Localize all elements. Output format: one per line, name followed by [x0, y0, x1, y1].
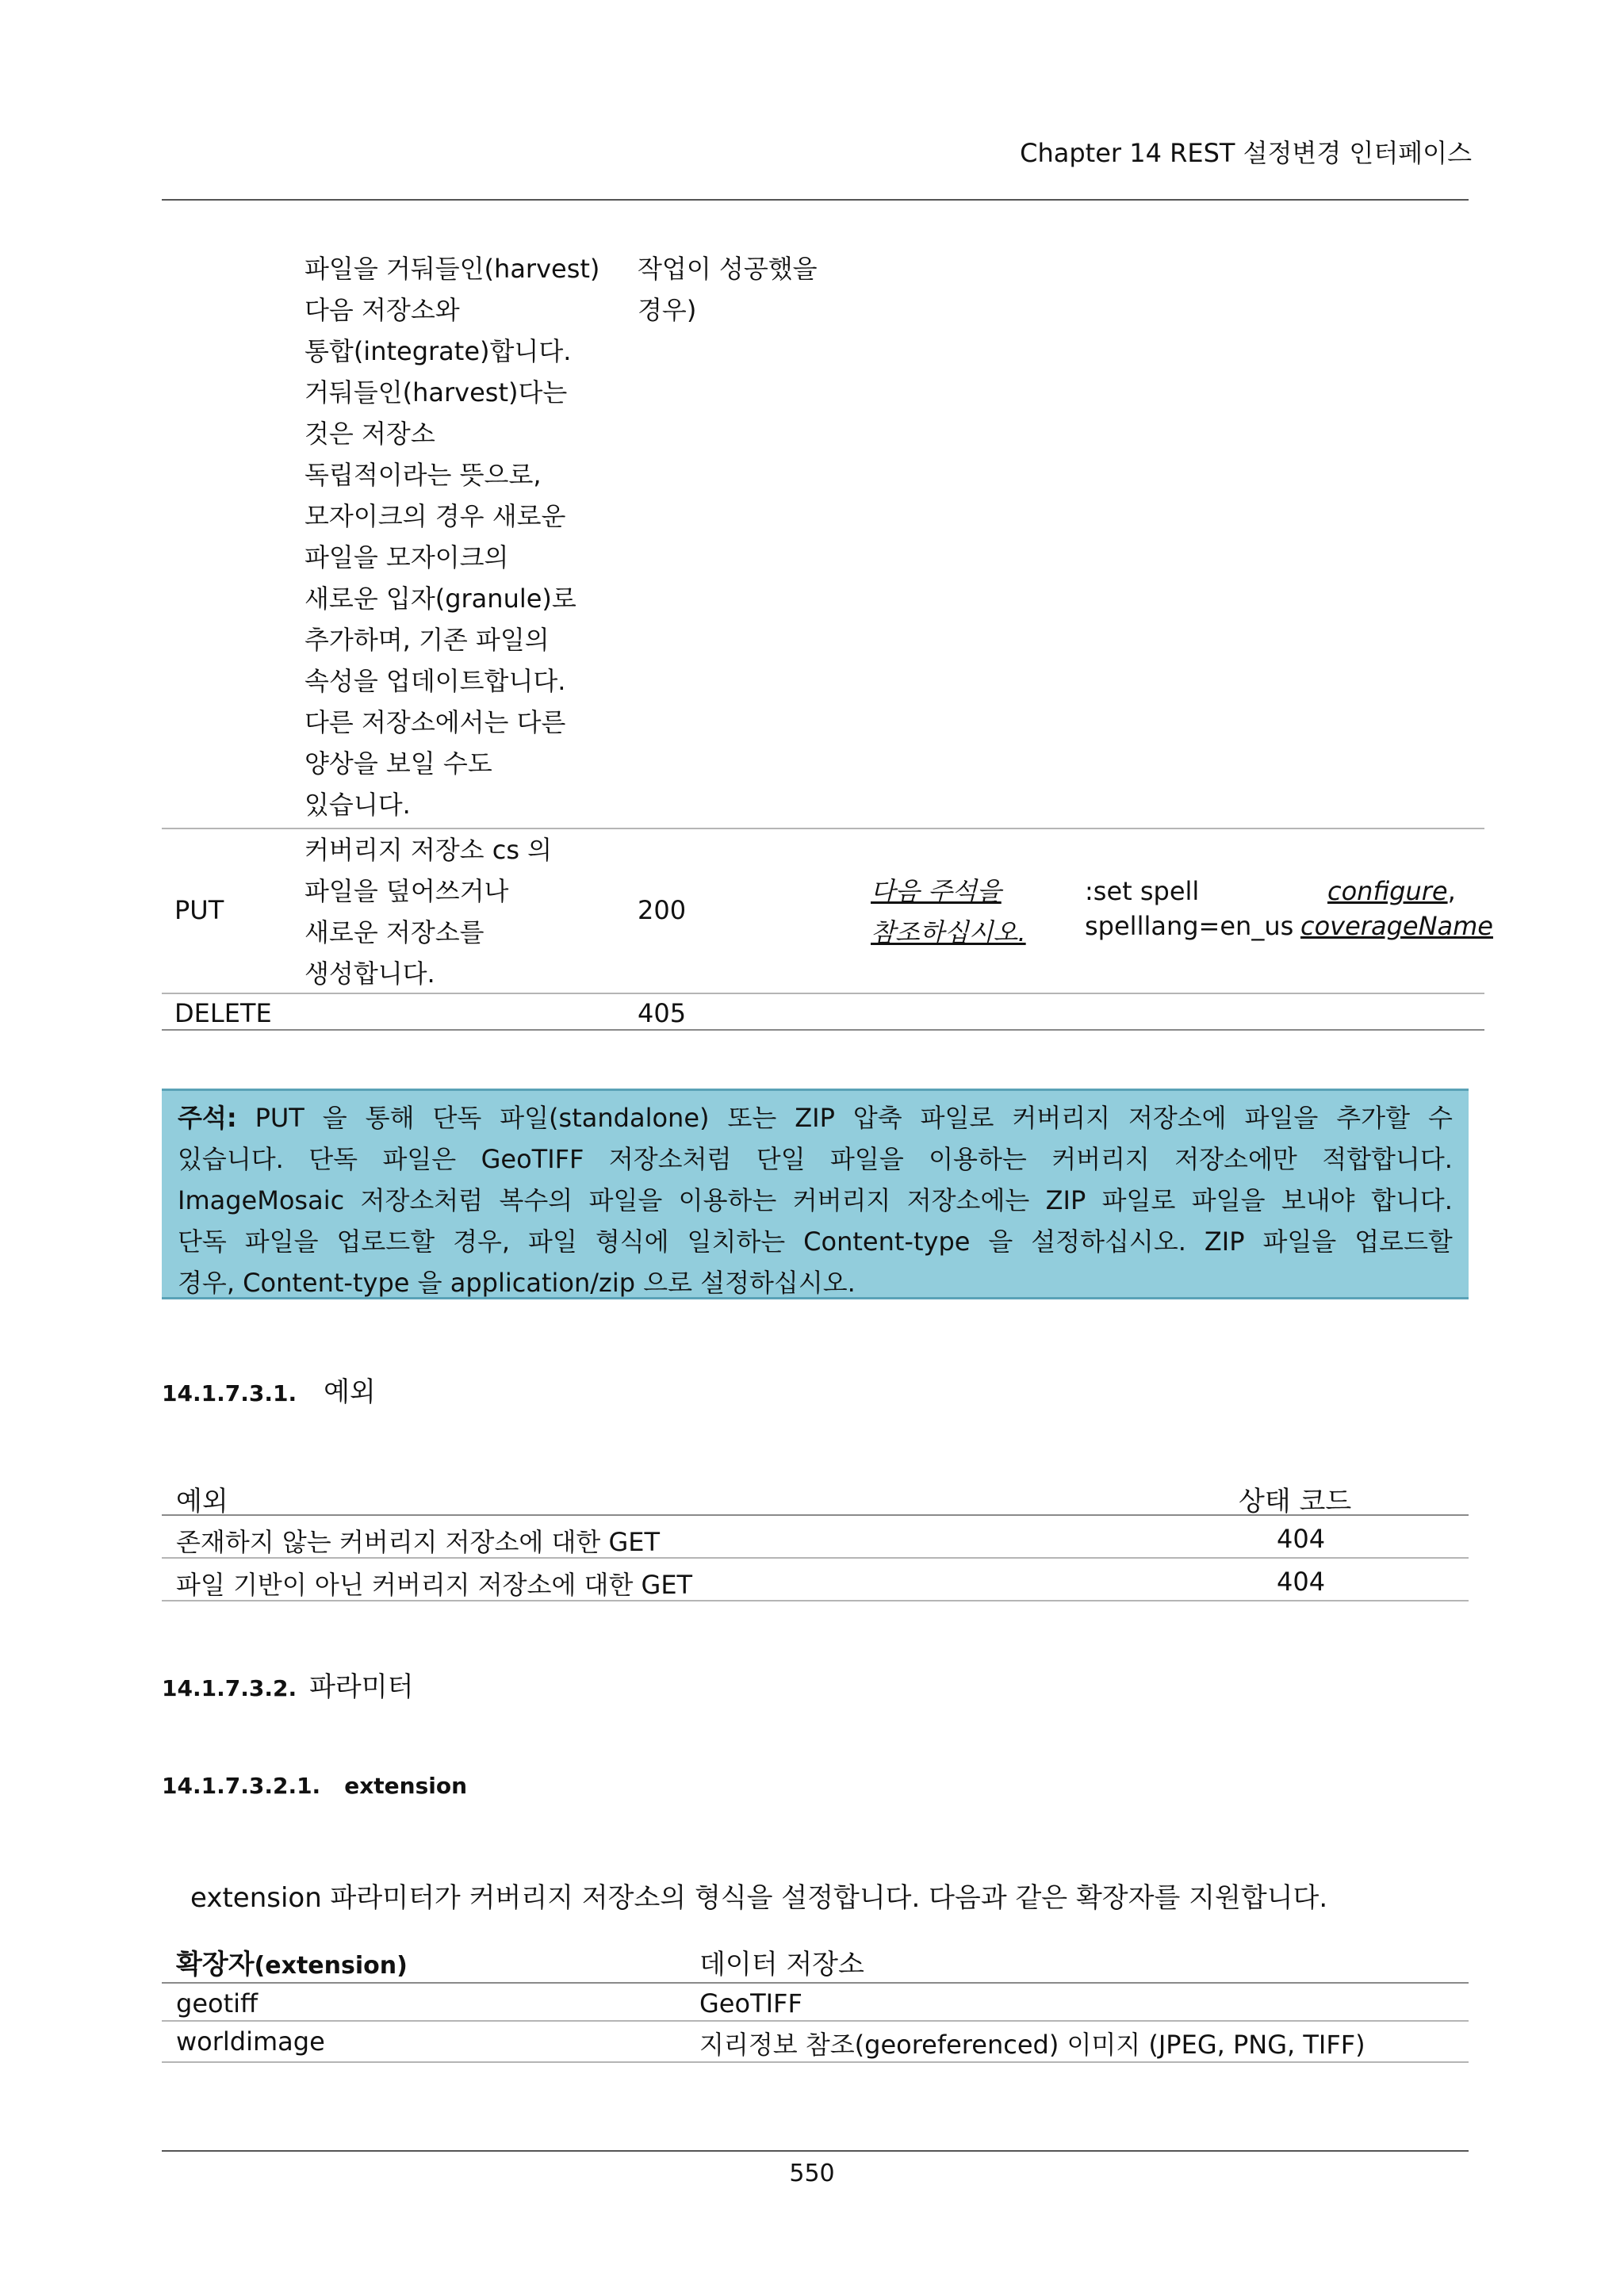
- table-cell-line: 모자이크의 경우 새로운: [304, 501, 566, 531]
- section-heading-extension: [162, 1773, 467, 1799]
- row-divider: [162, 993, 1484, 994]
- table-cell-line: 파일을 거둬들인(harvest): [304, 254, 600, 284]
- table-cell-line: 파일을 덮어쓰거나: [304, 876, 509, 906]
- note-line-1: 주석: PUT 을 통해 단독 파일(standalone) 또는 ZIP 압축 파일로 커버리지 저장소에 파일을 추가할 수: [178, 1097, 1453, 1138]
- table-cell-line: 다른 저장소에서는 다른: [304, 707, 566, 737]
- table-cell-line: 새로운 입자(granule)로: [304, 584, 576, 614]
- note-reference-link[interactable]: 다음 주석을: [871, 876, 1002, 906]
- table-cell-line: 커버리지 저장소 cs 의: [304, 835, 553, 865]
- table-cell: 파일 기반이 아닌 커버리지 저장소에 대한 GET: [176, 1570, 693, 1600]
- table-cell: 404: [1277, 1524, 1326, 1554]
- note-line-3: ImageMosaic 저장소처럼 복수의 파일을 이용하는 커버리지 저장소에는 ZIP 파일로 파일을 보내야 합니다.: [178, 1185, 1453, 1215]
- table-cell-line: 추가하며, 기존 파일의: [304, 625, 550, 655]
- row-divider: [162, 2061, 1469, 2063]
- table-cell-line: 생성합니다.: [304, 959, 435, 989]
- table-cell: geotiff: [176, 1988, 259, 2019]
- note-line-2: 있습니다. 단독 파일은 GeoTIFF 저장소처럼 단일 파일을 이용하는 커버리지 저장소에만 적합합니다.: [178, 1144, 1453, 1174]
- column-header: 상태 코드: [1239, 1486, 1352, 1517]
- status-code-cell: 405: [638, 998, 687, 1028]
- note-box: [162, 1089, 1469, 1299]
- table-cell-line: 독립적이라는 뜻으로,: [304, 460, 542, 490]
- extension-description: extension 파라미터가 커버리지 저장소의 형식을 설정합니다. 다음과 같은 확장자를 지원합니다.: [190, 1882, 1328, 1914]
- header-divider: [162, 199, 1469, 201]
- table-cell: 존재하지 않는 커버리지 저장소에 대한 GET: [176, 1527, 661, 1557]
- section-title: extension: [344, 1773, 467, 1799]
- table-cell-line: 양상을 보일 수도: [304, 748, 492, 779]
- footer-divider: [162, 2150, 1469, 2152]
- param-configure-link[interactable]: configure: [1327, 876, 1448, 906]
- table-cell: 404: [1277, 1567, 1326, 1597]
- column-header: 예외: [176, 1486, 228, 1517]
- method-cell: DELETE: [174, 998, 272, 1028]
- table-cell: GeoTIFF: [699, 1988, 802, 2019]
- header-divider-line: [162, 1514, 1469, 1516]
- table-cell-line: 있습니다.: [304, 790, 411, 820]
- row-divider: [162, 1600, 1469, 1601]
- table-bottom-border: [162, 1029, 1484, 1031]
- row-divider: [162, 2020, 1469, 2022]
- param-coveragename-link[interactable]: coverageName: [1300, 911, 1493, 941]
- table-cell-line: 새로운 저장소를: [304, 917, 485, 947]
- status-code-cell: 200: [638, 895, 687, 925]
- section-number: 14.1.7.3.2.1.: [162, 1773, 321, 1799]
- section-number: 14.1.7.3.2.: [162, 1675, 297, 1701]
- table-cell-line: :set spell: [1085, 876, 1200, 906]
- column-header: 확장자(extension): [176, 1949, 408, 1980]
- page-number: 550: [789, 2160, 835, 2187]
- section-heading-parameters: [162, 1665, 413, 1704]
- section-heading-exceptions: [162, 1370, 376, 1409]
- method-cell: PUT: [174, 895, 224, 925]
- table-cell-line: 속성을 업데이트합니다.: [304, 666, 566, 696]
- column-header: 데이터 저장소: [699, 1949, 864, 1980]
- table-cell: worldimage: [176, 2026, 325, 2057]
- table-cell-line: 경우): [638, 295, 697, 325]
- note-reference-link[interactable]: 참조하십시오.: [871, 917, 1026, 947]
- table-cell-line: 거둬들인(harvest)다는: [304, 377, 568, 408]
- table-cell-line: 파일을 모자이크의: [304, 542, 509, 572]
- param-comma: ,: [1447, 876, 1456, 906]
- note-line-5: 경우, Content-type 을 application/zip 으로 설정하십시오.: [178, 1268, 856, 1298]
- header-divider-line: [162, 1982, 1469, 1984]
- section-title: 파라미터: [309, 1671, 414, 1703]
- note-label: 주석:: [178, 1103, 237, 1133]
- table-cell-line: spelllang=en_us: [1085, 911, 1294, 941]
- table-cell-line: 작업이 성공했을: [638, 254, 818, 284]
- table-cell-line: 통합(integrate)합니다.: [304, 336, 572, 366]
- running-header: Chapter 14 REST 설정변경 인터페이스: [1020, 138, 1472, 168]
- row-divider: [162, 1557, 1469, 1559]
- note-line-4: 단독 파일을 업로드할 경우, 파일 형식에 일치하는 Content-type 을 설정하십시오. ZIP 파일을 업로드할: [178, 1226, 1453, 1257]
- table-cell-line: 것은 저장소: [304, 419, 435, 449]
- section-title: 예외: [324, 1376, 376, 1408]
- table-cell-line: 다음 저장소와: [304, 295, 460, 325]
- table-cell: 지리정보 참조(georeferenced) 이미지 (JPEG, PNG, TIFF): [699, 2030, 1365, 2060]
- section-number: 14.1.7.3.1.: [162, 1380, 297, 1406]
